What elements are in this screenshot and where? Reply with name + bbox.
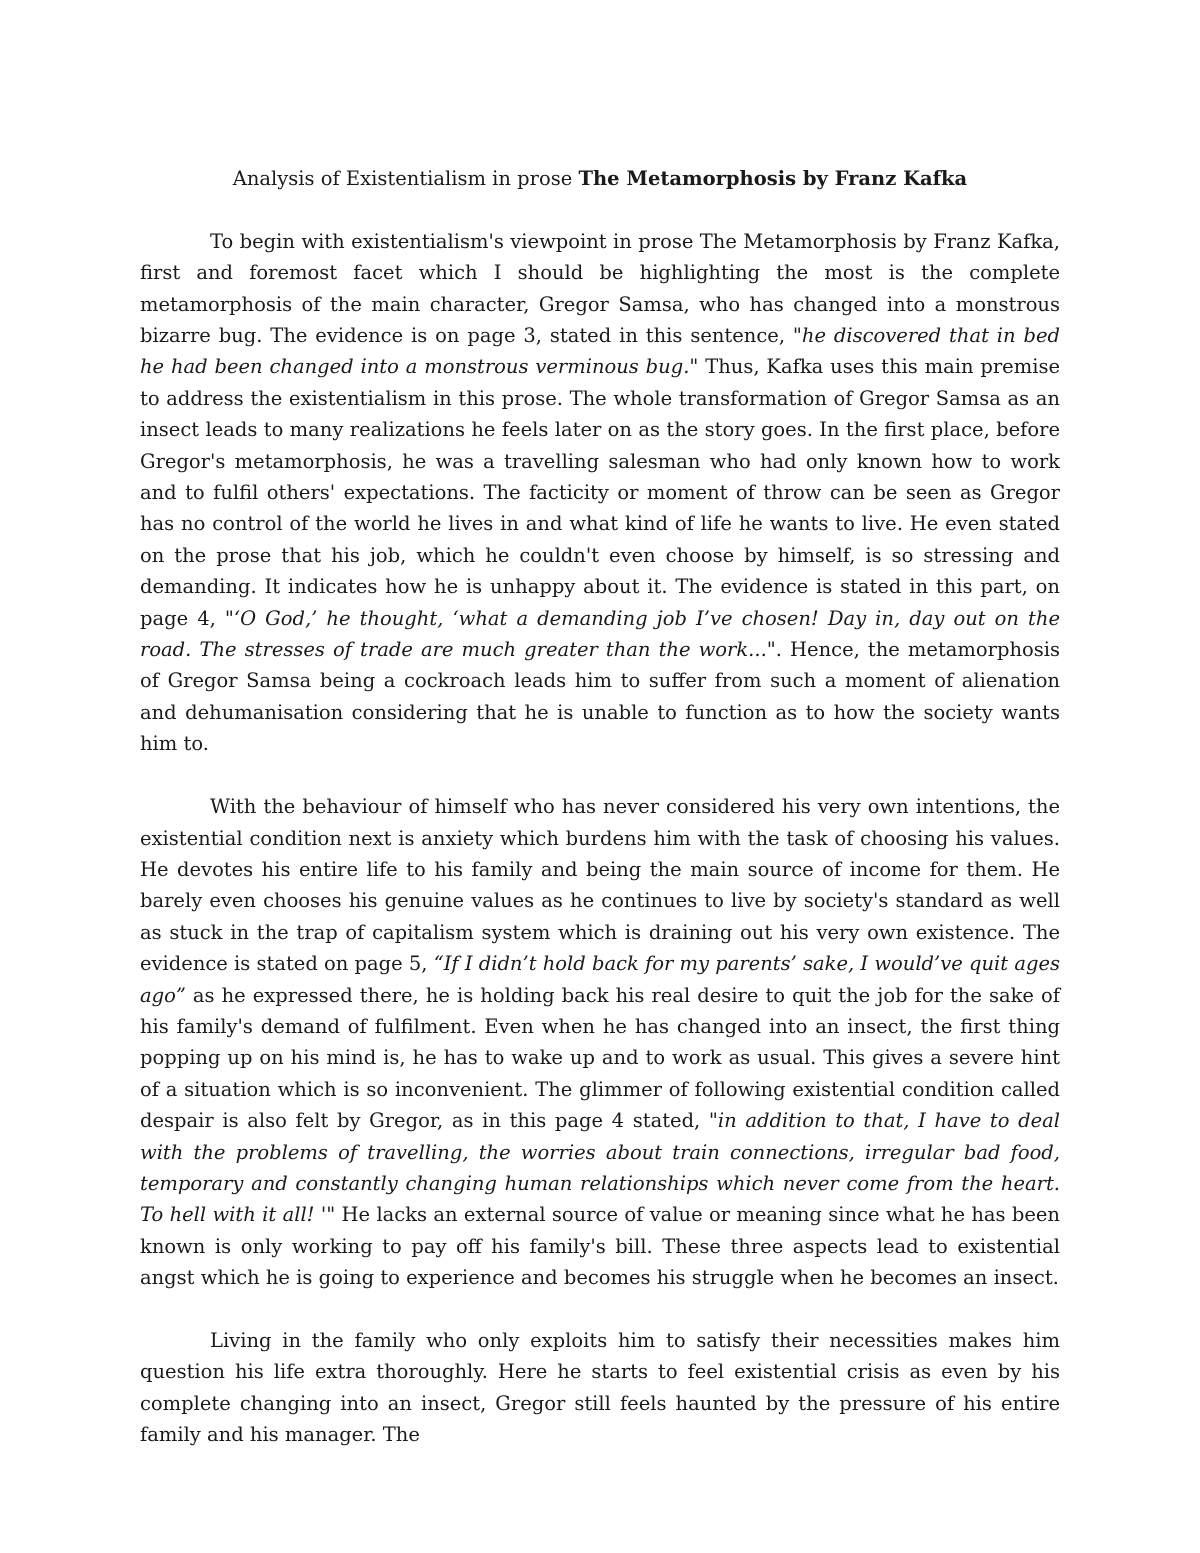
paragraph-3 (140, 1325, 1060, 1451)
quote-text: “If I didn’t hold back for my parents’ sake, I would’ve quit ages ago” (140, 952, 1060, 1007)
document-title (140, 163, 1060, 194)
paragraph-text: Living in the family who only exploits him to satisfy their necessities makes him question his life extra thoroughly. Here he starts to feel existential crisis as even by his complete changing into an insect, Gregor still feels haunted by the pressure of his entire family and his manager. The (140, 1328, 1060, 1447)
paragraph-text: as he expressed there, he is holding back his real desire to quit the job for the sake of his family's demand of fulfilment. Even when he has changed into an insect, the first thing popping up on his mind is, he has to wake up and to work as usual. This gives a severe hint of a situation which is so inconvenient. The glimmer of following existential condition called despair is also felt by Gregor, as in this page 4 stated, (140, 983, 1060, 1133)
quote-text: "in addition to that, I have to deal with the problems of travelling, the worries about train connections, irregular bad food, temporary and constantly changing human relationships which never come from the heart. To hell with it all! '" (140, 1109, 1061, 1227)
paragraph-text: . Hence, the metamorphosis of Gregor Samsa being a cockroach leads him to suffer from such a moment of alienation and dehumanisation considering that he is unable to function as to how the society wants him to. (140, 638, 1060, 756)
paragraph-text: Thus, Kafka uses this main premise to address the existentialism in this prose. The whole transformation of Gregor Samsa as an insect leads to many realizations he feels later on as the story goes. In the first place, before Gregor's metamorphosis, he was a travelling salesman who had only known how to work and to fulfil others' expectations. The facticity or moment of throw can be seen as Gregor has no control of the world he lives in and what kind of life he wants to live. He even stated on the prose that his job, which he couldn't even choose by himself, is so stressing and demanding. It indicates how he is unhappy about it. The evidence is stated in this part, on page 4, (140, 355, 1061, 630)
document-body (140, 163, 1060, 1482)
paragraph-text: He lacks an external source of value or meaning since what he has been known is only working to pay off his family's bill. These three aspects lead to existential angst which he is going to experience and becomes his struggle when he becomes an insect. (140, 1203, 1060, 1290)
paragraph-2 (140, 791, 1060, 1294)
quote-text: "he discovered that in bed he had been changed into a monstrous verminous bug." (140, 324, 1061, 379)
title-bold-text: The Metamorphosis by Franz Kafka (578, 167, 968, 190)
title-prefix: Analysis of Existentialism in prose (232, 167, 579, 190)
paragraph-text: With the behaviour of himself who has never considered his very own intentions, the existential condition next is anxiety which burdens him with the task of choosing his values. He devotes his entire life to his family and being the main source of income for them. He barely even chooses his genuine values as he continues to live by society's standard as well as stuck in the trap of capitalism system which is draining out his very own existence. The evidence is stated on page 5, (140, 795, 1060, 976)
paragraph-text: To begin with existentialism's viewpoint in prose The Metamorphosis by Franz Kafka, first and foremost facet which I should be highlighting the most is the complete metamorphosis of the main character, Gregor Samsa, who has changed into a monstrous bizarre bug. The evidence is on page 3, stated in this sentence, (140, 229, 1060, 348)
quote-text: "‘O God,’ he thought, ‘what a demanding job I’ve chosen! Day in, day out on the road. The stresses of trade are much greater than the work..." (140, 606, 1060, 662)
paragraph-1 (140, 226, 1060, 760)
